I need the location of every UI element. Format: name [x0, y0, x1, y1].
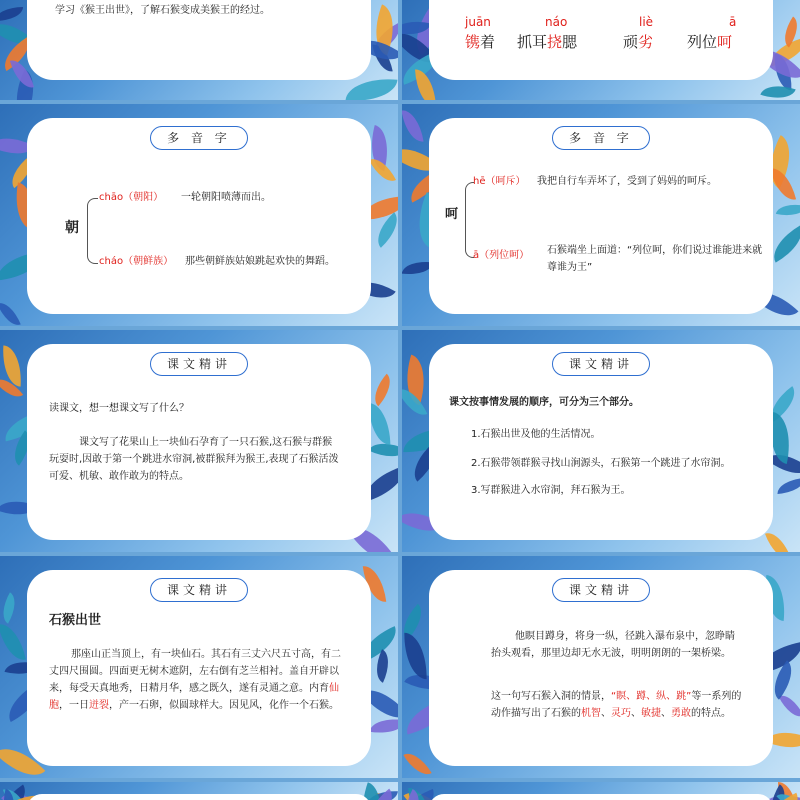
slide-card	[27, 570, 371, 766]
slide-lesson-parts	[402, 330, 800, 552]
slide-title-pill: 多 音 字	[552, 126, 650, 150]
slide-vocab	[402, 0, 800, 100]
slide-card	[27, 118, 371, 314]
slide-card	[429, 0, 773, 80]
vocab-word-1: 镌着	[465, 33, 496, 51]
slide-title-pill: 课文精讲	[150, 578, 248, 602]
slide-title-pill: 课文精讲	[150, 352, 248, 376]
pinyin-4: ā	[729, 15, 737, 29]
slide-title-pill: 多 音 字	[150, 126, 248, 150]
reading-1: hē（呵斥）	[473, 176, 526, 187]
leaf-decoration	[367, 374, 398, 406]
slide-polyphone-chao	[0, 104, 398, 326]
leaf-decoration	[402, 108, 424, 144]
slide-title-pill: 课文精讲	[552, 578, 650, 602]
leaf-decoration	[0, 7, 23, 21]
part-1: 1.石猴出世及他的生活情况。	[471, 429, 601, 440]
analysis-text: 这一句写石猴入洞的情景，“瞑、蹲、纵、跳”等一系列的动作描写出了石猴的机智、灵巧、敏捷、勇敢的特点。	[491, 691, 742, 719]
leaf-decoration	[369, 403, 391, 445]
slide-monkey-birth	[0, 556, 398, 778]
parts-heading: 课文按事情发展的顺序，可分为三个部分。	[449, 397, 639, 408]
quote-text: 他瞑目蹲身，将身一纵，径跳入瀑布泉中，忽睁睛抬头观看，那里边却无水无波，明明朗朗的一架桥梁。	[491, 631, 735, 659]
vocab-word-2: 抓耳挠腮	[517, 33, 578, 51]
slide-card	[429, 794, 773, 800]
summary-paragraph: 课文写了花果山上一块仙石孕育了一只石猴,这石猴与群猴玩耍时,因敢于第一个跳进水帘洞,被群猴拜为猴王,表现了石猴活泼可爱、机敏、敢作敢为的特点。	[49, 437, 339, 482]
pinyin-1: juān	[465, 15, 491, 29]
pinyin-2: náo	[545, 15, 568, 29]
leaf-decoration	[0, 298, 21, 326]
vocab-word-4: 列位呵	[687, 33, 733, 51]
leaf-decoration	[403, 747, 431, 778]
leaf-decoration	[765, 528, 791, 552]
example-2: 石猴端坐上面道：“列位呵，你们说过谁能进来就尊谁为王”	[547, 245, 763, 273]
leaf-decoration	[369, 715, 398, 737]
reading-2: cháo（朝鲜族）	[99, 256, 174, 267]
slide-title-pill: 课文精讲	[552, 352, 650, 376]
example-2: 那些朝鲜族姑娘跳起欢快的舞蹈。	[185, 256, 335, 267]
pinyin-3: liè	[639, 15, 654, 29]
slide-intro	[0, 0, 398, 100]
reading-1: chāo（朝阳）	[99, 192, 164, 203]
passage-text: 那座山正当顶上，有一块仙石。其石有三丈六尺五寸高，有二丈四尺围圆。四面更无树木遮阴，左右倒有芝兰相衬。盖自开辟以来，每受天真地秀，日精月华，感之既久，遂有灵通之意。内育仙胞，一日迸裂，产一石卵，似圆球样大。因见风，化作一个石猴。	[49, 649, 341, 711]
leaf-decoration	[346, 75, 398, 100]
question-text: 读课文，想一想课文写了什么？	[49, 403, 189, 414]
leaf-decoration	[776, 200, 800, 220]
slide-card	[27, 794, 371, 800]
leaf-decoration	[0, 592, 22, 623]
polyphone-char: 朝	[65, 220, 79, 236]
reading-2: ā（列位呵）	[473, 250, 530, 261]
slide-polyphone-he	[402, 104, 800, 326]
brace	[87, 198, 98, 264]
slide-lesson-summary	[0, 330, 398, 552]
slide-partial	[0, 782, 398, 800]
slide-card	[429, 118, 773, 314]
polyphone-char: 呵	[445, 207, 459, 222]
section-heading: 石猴出世	[49, 613, 102, 628]
slide-card	[429, 570, 773, 766]
vocab-word-3: 顽劣	[623, 33, 654, 51]
example-1: 我把自行车弄坏了，受到了妈妈的呵斥。	[537, 176, 717, 187]
leaf-decoration	[0, 620, 26, 663]
slide-card	[27, 0, 371, 80]
intro-text: 学习《猴王出世》，了解石猴变成美猴王的经过。	[55, 5, 270, 16]
leaf-decoration	[404, 633, 428, 679]
slide-card	[27, 344, 371, 540]
slide-partial	[402, 782, 800, 800]
slide-action-analysis	[402, 556, 800, 778]
leaf-decoration	[777, 478, 800, 494]
slide-card	[429, 344, 773, 540]
part-3: 3.写群猴进入水帘洞，拜石猴为王。	[471, 485, 631, 496]
example-1: 一轮朝阳喷薄而出。	[181, 192, 271, 203]
part-2: 2.石猴带领群猴寻找山涧源头，石猴第一个跳进了水帘洞。	[471, 458, 731, 469]
